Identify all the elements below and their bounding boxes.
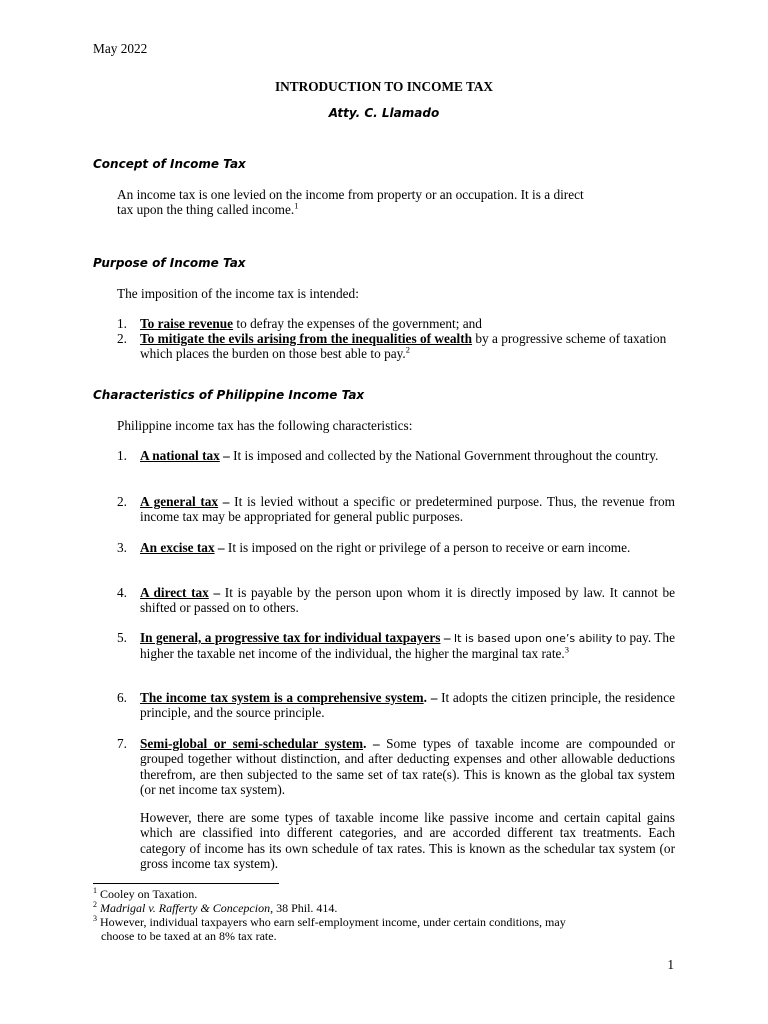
list-item-term: A national tax: [140, 448, 220, 463]
list-item-term: A general tax: [140, 494, 219, 509]
list-item-text: Some types of taxable income are compounded or grouped together without distinction, and after deducting expenses and other allowable deductions therefrom, are then subjected to the same set of tax rate(s). This is known as the global tax system (or net income tax system).: [140, 736, 676, 797]
footnote-ref-3: 3: [564, 644, 569, 655]
list-number: 1.: [117, 448, 127, 463]
list-item-text: It is imposed and collected by the National Government throughout the country.: [233, 448, 659, 463]
list-item-paragraph-2: However, there are some types of taxable income like passive income and certain capital gains which are classified into different categories, and are accorded different tax treatments. Each category of income has its own schedule of tax rates. This is known as the schedular tax system (or gross income tax system).: [140, 810, 675, 871]
list-item-term: Semi-global or semi-schedular system: [140, 736, 364, 751]
document-title: INTRODUCTION TO INCOME TAX: [274, 79, 494, 94]
list-item-text: It is levied without a specific or predetermined purpose. Thus, the revenue from income tax may be appropriated for general public purposes.: [140, 494, 676, 525]
list-item-body: [140, 540, 675, 555]
characteristics-intro: Philippine income tax has the following characteristics:: [117, 418, 413, 433]
list-number: 1.: [117, 316, 127, 331]
list-item-body: [140, 585, 675, 616]
page-number: 1: [667, 957, 674, 972]
list-item-dash: –: [218, 494, 235, 509]
list-number: 7.: [117, 736, 127, 751]
characteristics-heading: Characteristics of Philippine Income Tax: [93, 388, 365, 402]
concept-text-line1: An income tax is one levied on the income from property or an occupation. It is a direct: [117, 187, 584, 202]
list-item-dash: . –: [423, 690, 442, 705]
list-item-term: An excise tax: [140, 540, 215, 555]
list-number: 2.: [117, 331, 127, 346]
list-item-text: It is payable by the person upon whom it is directly imposed by law. It cannot be shifted or passed on to others.: [140, 585, 676, 616]
list-item-body: [140, 736, 675, 797]
list-item-dash: . –: [363, 736, 387, 751]
purpose-intro: The imposition of the income tax is intended:: [117, 286, 359, 301]
list-item-body: [140, 316, 675, 331]
concept-heading: Concept of Income Tax: [93, 157, 246, 171]
footnote-1: [93, 888, 693, 902]
document-date: May 2022: [93, 41, 148, 56]
list-item-text: It adopts the citizen principle, the residence principle, and the source principle.: [140, 690, 675, 721]
list-item-text-alt-font: It is based upon one’s ability: [453, 632, 613, 645]
list-item-body: [140, 494, 675, 525]
list-item-term: In general, a progressive tax for individual taxpayers: [140, 630, 441, 645]
list-item-dash: –: [208, 585, 225, 600]
list-item-text: to defray the expenses of the government; and: [233, 316, 482, 331]
footnote-3: [93, 916, 693, 943]
list-item-text: by a progressive scheme of taxation which places the burden on those best able to pay.: [140, 331, 667, 362]
list-item-body: [140, 690, 675, 721]
footnote-text: However, individual taxpayers who earn self-employment income, under certain conditions, may: [97, 915, 566, 929]
list-item-term: To raise revenue: [140, 316, 234, 331]
list-item-term: The income tax system is a comprehensive system: [140, 690, 424, 705]
footnote-ref-1: 1: [294, 200, 299, 211]
footnote-text-continued: choose to be taxed at an 8% tax rate.: [101, 928, 277, 943]
list-item-body: [140, 331, 675, 362]
list-item-dash: –: [219, 448, 234, 463]
list-number: 5.: [117, 630, 127, 645]
footnote-case-name: Madrigal v. Rafferty & Concepcion,: [100, 901, 274, 915]
list-item-dash: –: [440, 630, 454, 645]
list-item-term: A direct tax: [140, 585, 209, 600]
list-item-text: to pay. The higher the taxable net income of the individual, the higher the marginal tax rate.: [140, 630, 675, 662]
list-number: 3.: [117, 540, 127, 555]
concept-text-line2: tax upon the thing called income.: [117, 202, 295, 218]
purpose-heading: Purpose of Income Tax: [93, 256, 246, 270]
footnote-divider: [93, 883, 279, 884]
list-item-body: [140, 448, 675, 463]
footnote-number: 1: [93, 886, 97, 895]
list-item-text: It is imposed on the right or privilege of a person to receive or earn income.: [227, 540, 631, 555]
footnote-2: [93, 902, 693, 916]
footnote-text: Cooley on Taxation.: [97, 887, 198, 901]
footnote-ref-2: 2: [405, 344, 410, 355]
list-item-term: To mitigate the evils arising from the inequalities of wealth: [140, 331, 473, 346]
list-item-dash: –: [214, 540, 228, 555]
footnote-text: 38 Phil. 414.: [273, 901, 338, 915]
list-item-body: [140, 630, 675, 662]
list-number: 2.: [117, 494, 127, 509]
list-number: 4.: [117, 585, 127, 600]
concept-paragraph: [117, 187, 675, 218]
document-author: Atty. C. Llamado: [328, 106, 440, 120]
footnote-number: 2: [93, 900, 97, 909]
list-number: 6.: [117, 690, 127, 705]
footnote-number: 3: [93, 914, 97, 923]
